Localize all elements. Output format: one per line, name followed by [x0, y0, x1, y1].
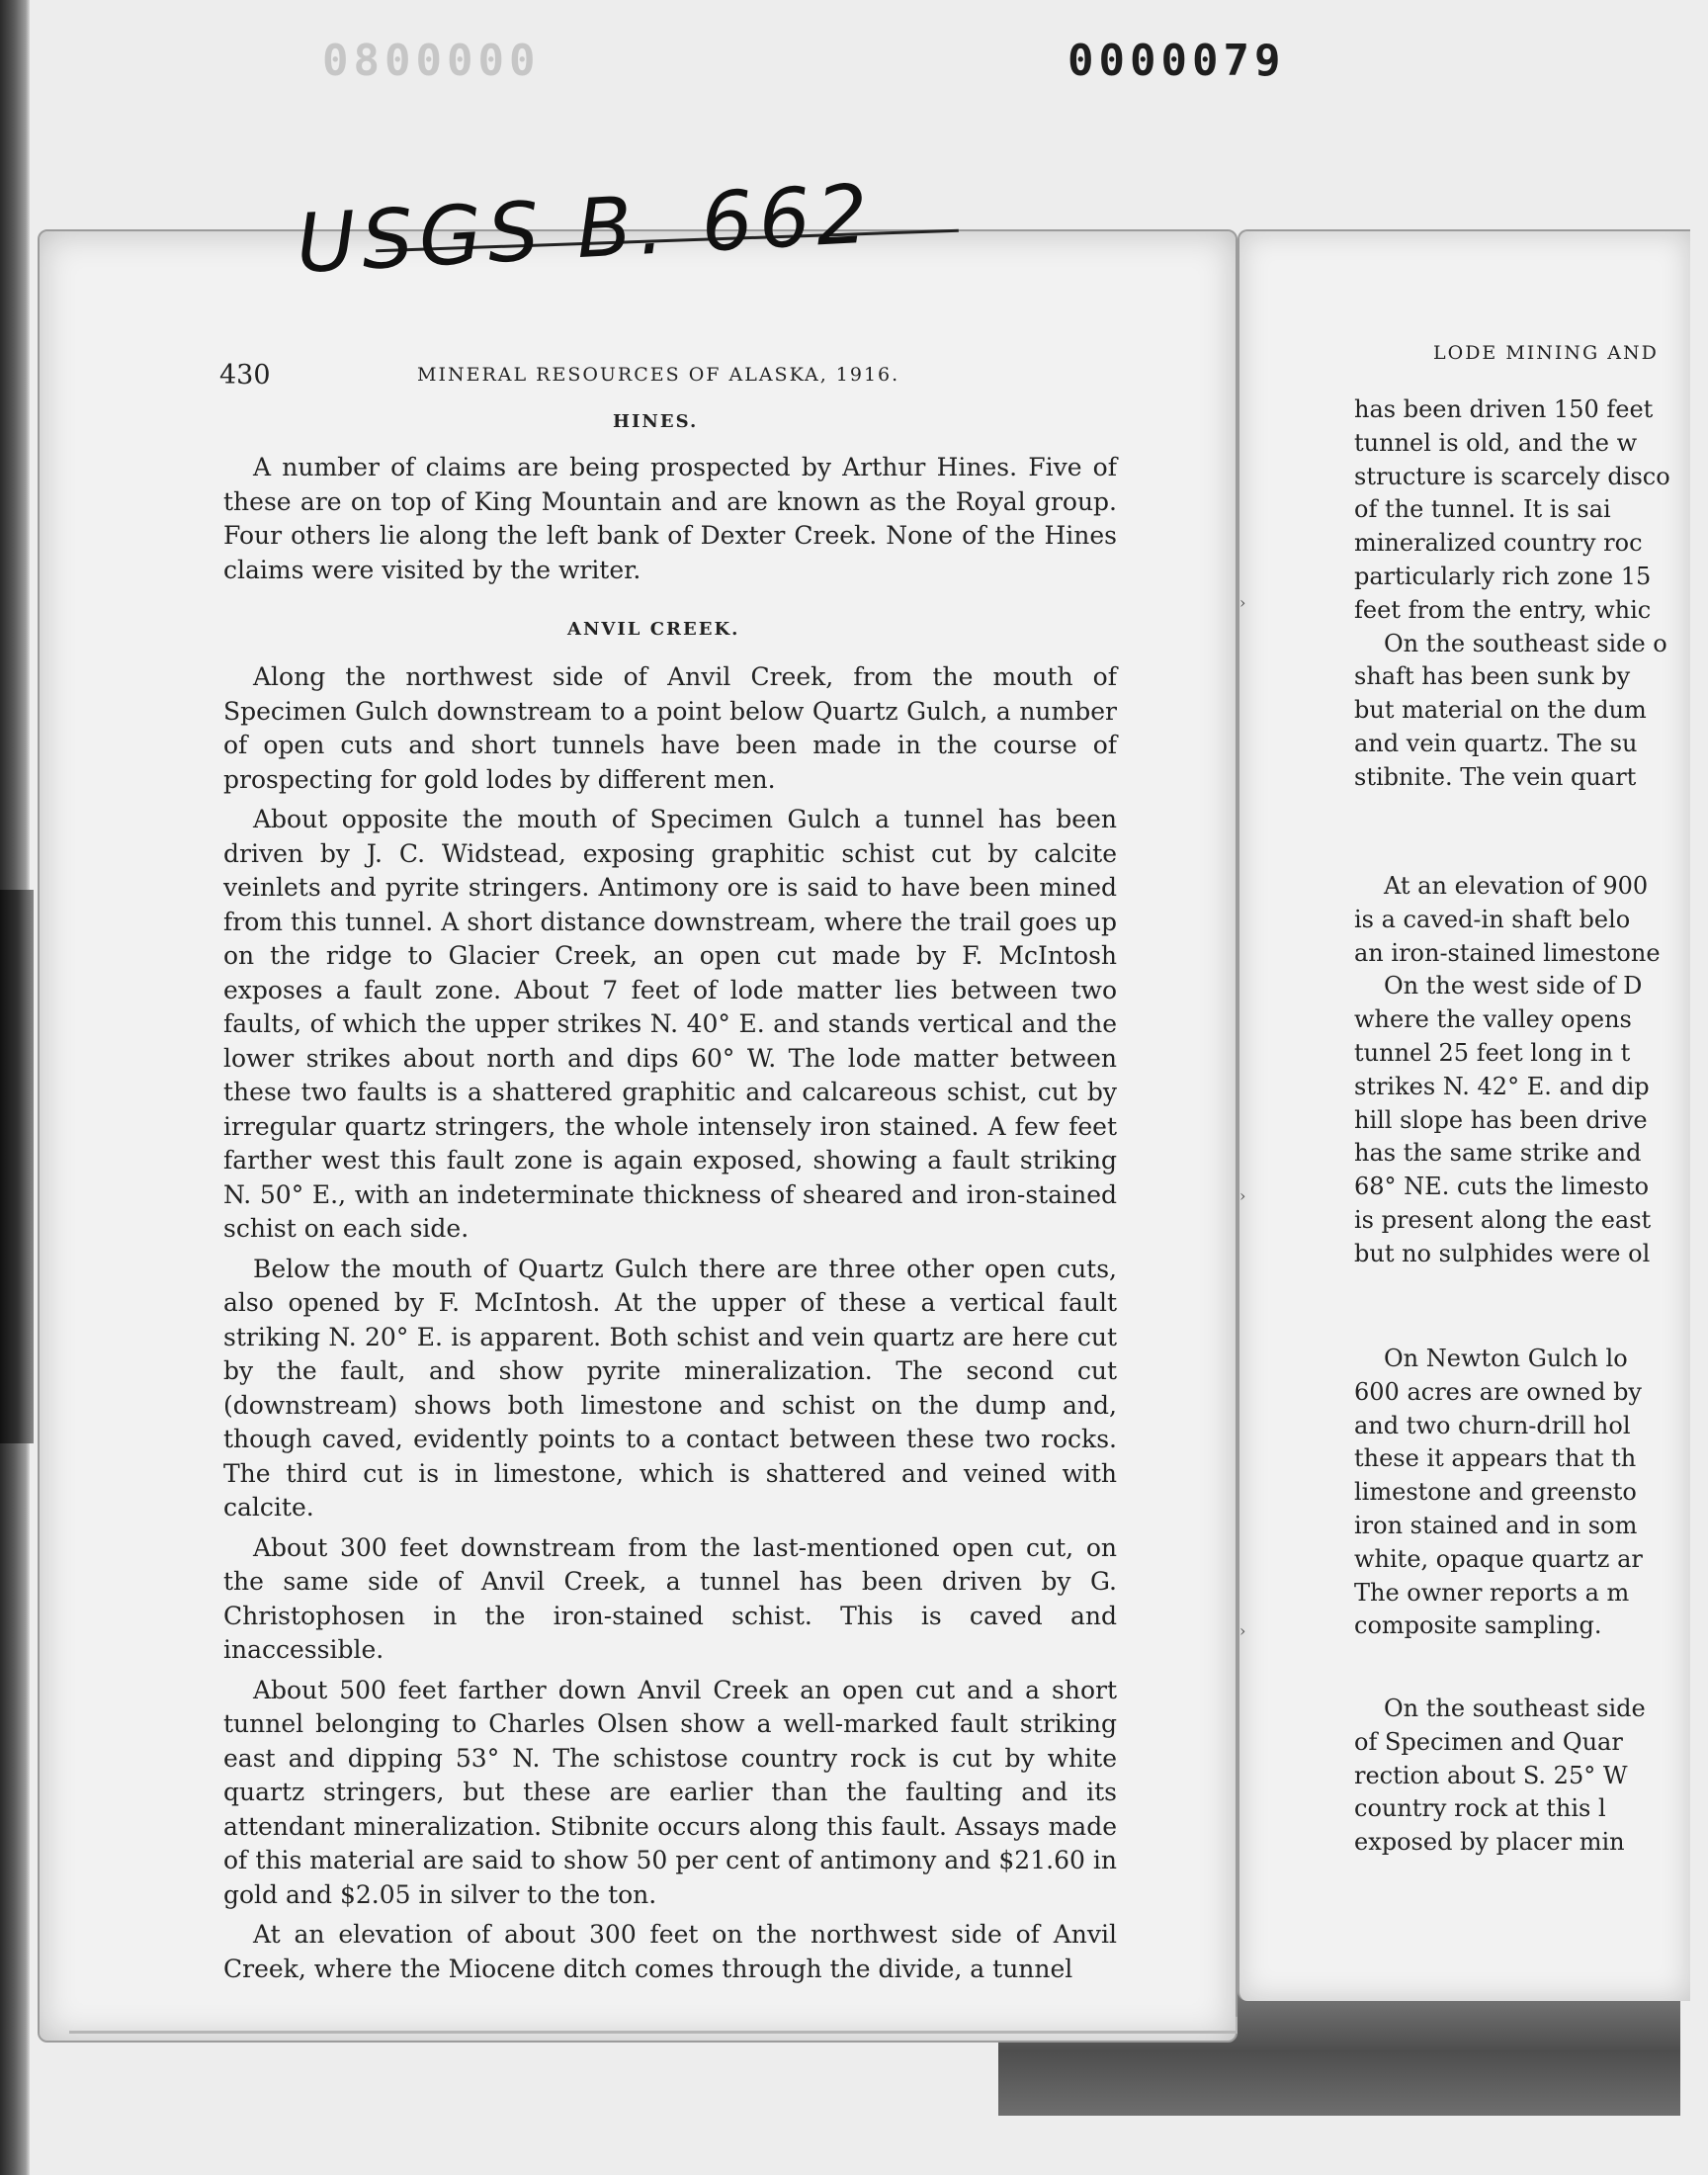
scan-left-shadow — [0, 890, 34, 1443]
right-text-line: On the west side of D — [1384, 972, 1643, 1000]
right-text-line: exposed by placer min — [1354, 1828, 1625, 1857]
right-text-line: hill slope has been drive — [1354, 1105, 1648, 1134]
paragraph: Below the mouth of Quartz Gulch there are three other open cuts, also opened by F. McIntosh. At the upper of these a vertical fault striking N. 20° E. is apparent. Both schist and vein quartz are here cut by the fault, and show pyrite mineralization. The second cut (downstream) shows both limestone and schist on the dump and, though caved, evidently points to a contact between these two rocks. The third cut is in limestone, which is shattered and veined with calcite. — [223, 1254, 1117, 1522]
right-text-line: strikes N. 42° E. and dip — [1354, 1072, 1650, 1100]
right-text-line: tunnel 25 feet long in t — [1354, 1038, 1631, 1067]
paragraph: About 300 feet downstream from the last-mentioned open cut, on the same side of Anvil Creek, a tunnel has been driven by G. Christophosen in the iron-stained schist. This is caved and inaccessible. — [223, 1532, 1117, 1664]
right-text-line: but no sulphides were ol — [1354, 1239, 1651, 1267]
right-text-line: tunnel is old, and the w — [1354, 428, 1638, 457]
faint-stamp-number: 0800000 — [322, 36, 541, 86]
right-text-line: has been driven 150 feet — [1354, 395, 1654, 423]
left-page-header — [219, 360, 1089, 390]
right-text-line: On the southeast side o — [1384, 629, 1667, 657]
right-running-head: LODE MINING AND — [1433, 342, 1659, 364]
right-text-line: and vein quartz. The su — [1354, 729, 1638, 757]
anvil-creek-body — [223, 660, 1117, 1992]
right-text-line: structure is scarcely disco — [1354, 462, 1670, 490]
right-text-line: rection about S. 25° W — [1354, 1761, 1628, 1789]
right-text-line: stibnite. The vein quart — [1354, 762, 1637, 791]
right-text-line: these it appears that th — [1354, 1444, 1637, 1473]
right-text-line: The owner reports a m — [1354, 1578, 1630, 1607]
right-text-line: has the same strike and — [1354, 1139, 1642, 1168]
right-text-line: but material on the dum — [1354, 696, 1647, 725]
running-head: MINERAL RESOURCES OF ALASKA, 1916. — [417, 364, 900, 386]
section-heading-anvil-creek: ANVIL CREEK. — [567, 619, 740, 640]
binding-mark: › — [1239, 593, 1246, 612]
right-text-line: an iron-stained limestone — [1354, 938, 1661, 967]
right-text-line: of Specimen and Quar — [1354, 1727, 1623, 1756]
right-text-line: is a caved-in shaft belo — [1354, 905, 1631, 933]
right-text-block — [1354, 1343, 1688, 1643]
document-stamp-number: 0000079 — [1068, 36, 1286, 86]
right-text-line: On Newton Gulch lo — [1384, 1345, 1628, 1372]
right-text-line: and two churn-drill hol — [1354, 1411, 1631, 1439]
right-text-line: iron stained and in som — [1354, 1511, 1638, 1539]
right-text-line: At an elevation of 900 — [1384, 872, 1649, 900]
right-text-line: particularly rich zone 15 — [1354, 562, 1652, 590]
binding-mark: › — [1239, 1621, 1246, 1640]
right-text-line: is present along the east — [1354, 1205, 1652, 1234]
right-text-block — [1354, 1693, 1688, 1860]
right-text-line: shaft has been sunk by — [1354, 662, 1631, 691]
paragraph: About opposite the mouth of Specimen Gulch a tunnel has been driven by J. C. Widstead, exposing graphitic schist cut by calcite veinlets and pyrite stringers. Antimony ore is said to have been mined from this tunnel. A short distance downstream, where the trail goes up on the ridge to Glacier Creek, an open cut made by F. McIntosh exposes a fault zone. About 7 feet of lode matter lies between two faults, of which the upper strikes N. 40° E. and stands vertical and the lower strikes about north and dips 60° W. The lode matter between these two faults is a shattered graphitic and calcareous schist, cut by irregular quartz stringers, the whole intensely iron stained. A few feet farther west this fault zone is again exposed, showing a fault striking N. 50° E., with an indeterminate thickness of sheared and iron-stained schist on each side. — [223, 805, 1117, 1243]
section-heading-hines: HINES. — [613, 411, 699, 432]
right-text-line: On the southeast side — [1384, 1695, 1646, 1722]
paragraph: A number of claims are being prospected by Arthur Hines. Five of these are on top of King Mountain and are known as the Royal group. Four others lie along the left bank of Dexter Creek. None of the Hines claims were visited by the writer. — [223, 453, 1117, 584]
right-text-line: of the tunnel. It is sai — [1354, 495, 1611, 524]
hines-body — [223, 451, 1117, 593]
right-text-line: mineralized country roc — [1354, 529, 1643, 558]
right-text-line: composite sampling. — [1354, 1611, 1602, 1640]
page-number: 430 — [219, 360, 271, 391]
right-text-line: feet from the entry, whic — [1354, 595, 1652, 624]
handwritten-annotation: USGS B. 662 — [294, 167, 877, 292]
page-stack-edge — [69, 2017, 1238, 2034]
right-text-line: country rock at this l — [1354, 1794, 1606, 1823]
right-text-line: where the valley opens — [1354, 1005, 1632, 1034]
paragraph: At an elevation of about 300 feet on the northwest side of Anvil Creek, where the Miocene ditch comes through the divide, a tunnel — [223, 1920, 1117, 1983]
right-text-line: white, opaque quartz ar — [1354, 1544, 1643, 1573]
right-text-line: 600 acres are owned by — [1354, 1377, 1642, 1406]
paragraph: Along the northwest side of Anvil Creek, from the mouth of Specimen Gulch downstream to a point below Quartz Gulch, a number of open cuts and short tunnels have been made in the course of prospecting for gold lodes by different men. — [223, 662, 1117, 794]
right-text-line: limestone and greensto — [1354, 1478, 1637, 1507]
right-text-block — [1354, 870, 1688, 1271]
right-text-line: 68° NE. cuts the limesto — [1354, 1173, 1650, 1201]
binding-mark: › — [1239, 1186, 1246, 1205]
right-text-block — [1354, 393, 1688, 795]
paragraph: About 500 feet farther down Anvil Creek an open cut and a short tunnel belonging to Charles Olsen show a well-marked fault striking east and dipping 53° N. The schistose country rock is cut by white quartz stringers, but these are earlier than the faulting and its attendant mineralization. Stibnite occurs along this fault. Assays made of this material are said to show 50 per cent of antimony and $21.60 in gold and $2.05 in silver to the ton. — [223, 1675, 1117, 1909]
